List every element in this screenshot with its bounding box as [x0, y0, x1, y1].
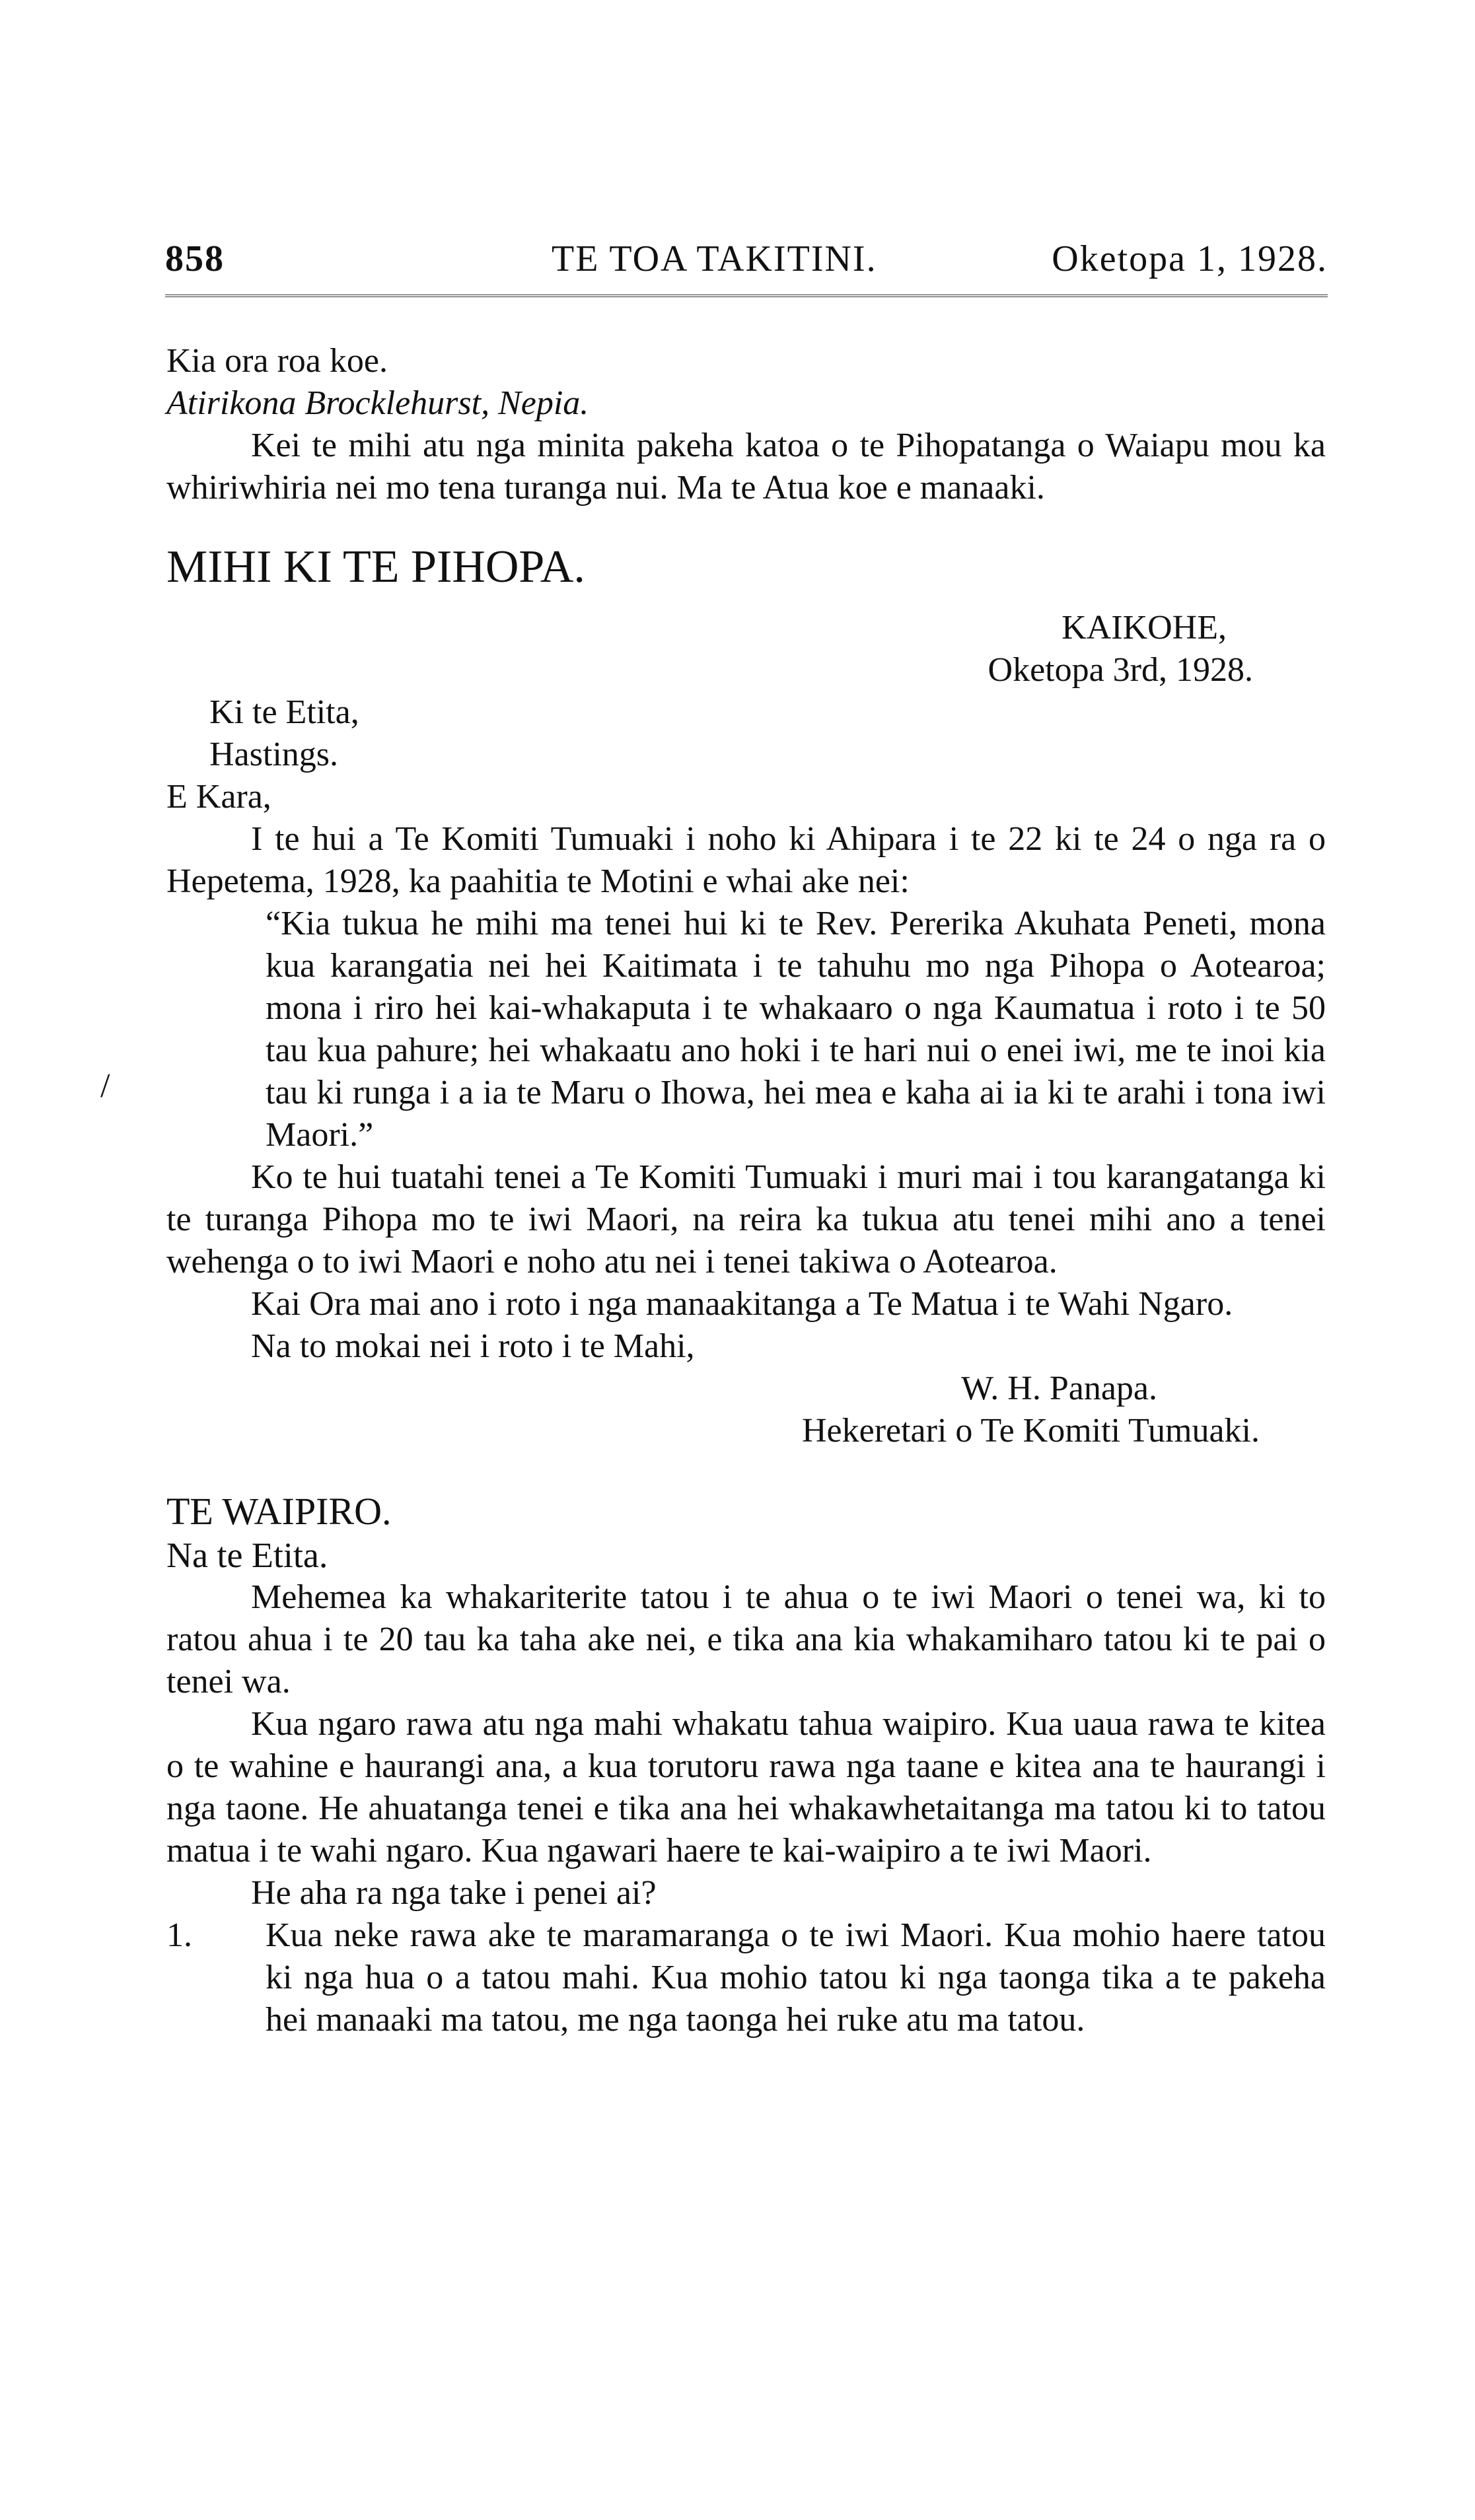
issue-date: Oketopa 1, 1928. [1052, 238, 1328, 279]
margin-mark: / [100, 1067, 110, 1105]
letter-place: KAIKOHE, [1061, 609, 1227, 647]
letter-dateline: Oketopa 3rd, 1928. [988, 651, 1253, 689]
letter-postscript: Kei te mihi atu nga minita pakeha katoa o te Pihopatanga o Waiapu mou ka whiriwhiria nei mo tena turanga nui. Ma te Atua koe e manaaki. [166, 427, 1326, 507]
addressee-line-1: Ki te Etita, [209, 693, 359, 731]
paragraph: Na to mokai nei i roto i te Mahi, [251, 1327, 695, 1365]
article-body [166, 340, 1326, 2041]
header-rule [165, 295, 1328, 297]
addressee-line-2: Hastings. [209, 736, 338, 773]
journal-title: TE TOA TAKITINI. [552, 238, 877, 279]
list-item [166, 1914, 1326, 2041]
paragraph: Kai Ora mai ano i roto i nga manaakitanga a Te Matua i te Wahi Ngaro. [251, 1285, 1233, 1323]
signer-title: Hekeretari o Te Komiti Tumuaki. [802, 1412, 1260, 1450]
motion-quote: “Kia tukua he mihi ma tenei hui ki te Rev. Pererika Akuhata Peneti, mona kua karangatia nei hei Kaitimata i te tahuhu mo nga Pihopa o Aotearoa; mona i riro hei kai-whakaputa i te whakaaro o nga Kaumatua i roto i te 50 tau kua pahure; hei whakaatu ano hoki i te hari nui o enei iwi, me te inoi kia tau ki runga i a ia te Maru o Ihowa, hei mea e kaha ai ia ki te arahi i tona iwi Maori.” [266, 905, 1326, 1154]
paragraph: Ko te hui tuatahi tenei a Te Komiti Tumuaki i muri mai i tou karangatanga ki te turanga Pihopa mo te iwi Maori, na reira ka tukua atu tenei mihi ano a tenei wehenga o to iwi Maori e noho atu nei i tenei takiwa o Aotearoa. [166, 1158, 1326, 1280]
salutation: E Kara, [166, 778, 271, 816]
list-item-text: Kua neke rawa ake te maramaranga o te iwi Maori. Kua mohio haere tatou ki nga hua o a tatou mahi. Kua mohio tatou ki nga taonga tika a te pakeha hei manaaki ma tatou, me nga taonga hei ruke atu ma tatou. [266, 1916, 1326, 2039]
paragraph: Mehemea ka whakariterite tatou i te ahua o te iwi Maori o tenei wa, ki to ratou ahua i te 20 tau ka taha ake nei, e tika ana kia whakamiharo tatou ki te pai o tenei wa. [166, 1578, 1326, 1700]
section-title-waipiro: TE WAIPIRO. [166, 1490, 392, 1533]
letter-signature: Atirikona Brocklehurst, Nepia. [166, 384, 589, 422]
list-item-number: 1. [166, 1916, 192, 1954]
signer-name: W. H. Panapa. [960, 1370, 1157, 1407]
page-number: 858 [165, 238, 225, 279]
paragraph: Kua ngaro rawa atu nga mahi whakatu tahua waipiro. Kua uaua rawa te kitea o te wahine e haurangi ana, a kua torutoru rawa nga taane e kitea ana te haurangi i nga taone. He ahuatanga tenei e tika ana hei whakawhetaitanga ma tatou ki to tatou matua i te wahi ngaro. Kua ngawari haere te kai-waipiro a te iwi Maori. [166, 1705, 1326, 1870]
page-header [165, 238, 1328, 291]
paragraph: I te hui a Te Komiti Tumuaki i noho ki Ahipara i te 22 ki te 24 o nga ra o Hepetema, 1928, ka paahitia te Motini e whai ake nei: [166, 820, 1326, 900]
question-line: He aha ra nga take i penei ai? [251, 1874, 657, 1912]
section-byline: Na te Etita. [166, 1535, 328, 1575]
letter-closing: Kia ora roa koe. [166, 342, 388, 380]
section-title-mihi: MIHI KI TE PIHOPA. [166, 542, 585, 592]
